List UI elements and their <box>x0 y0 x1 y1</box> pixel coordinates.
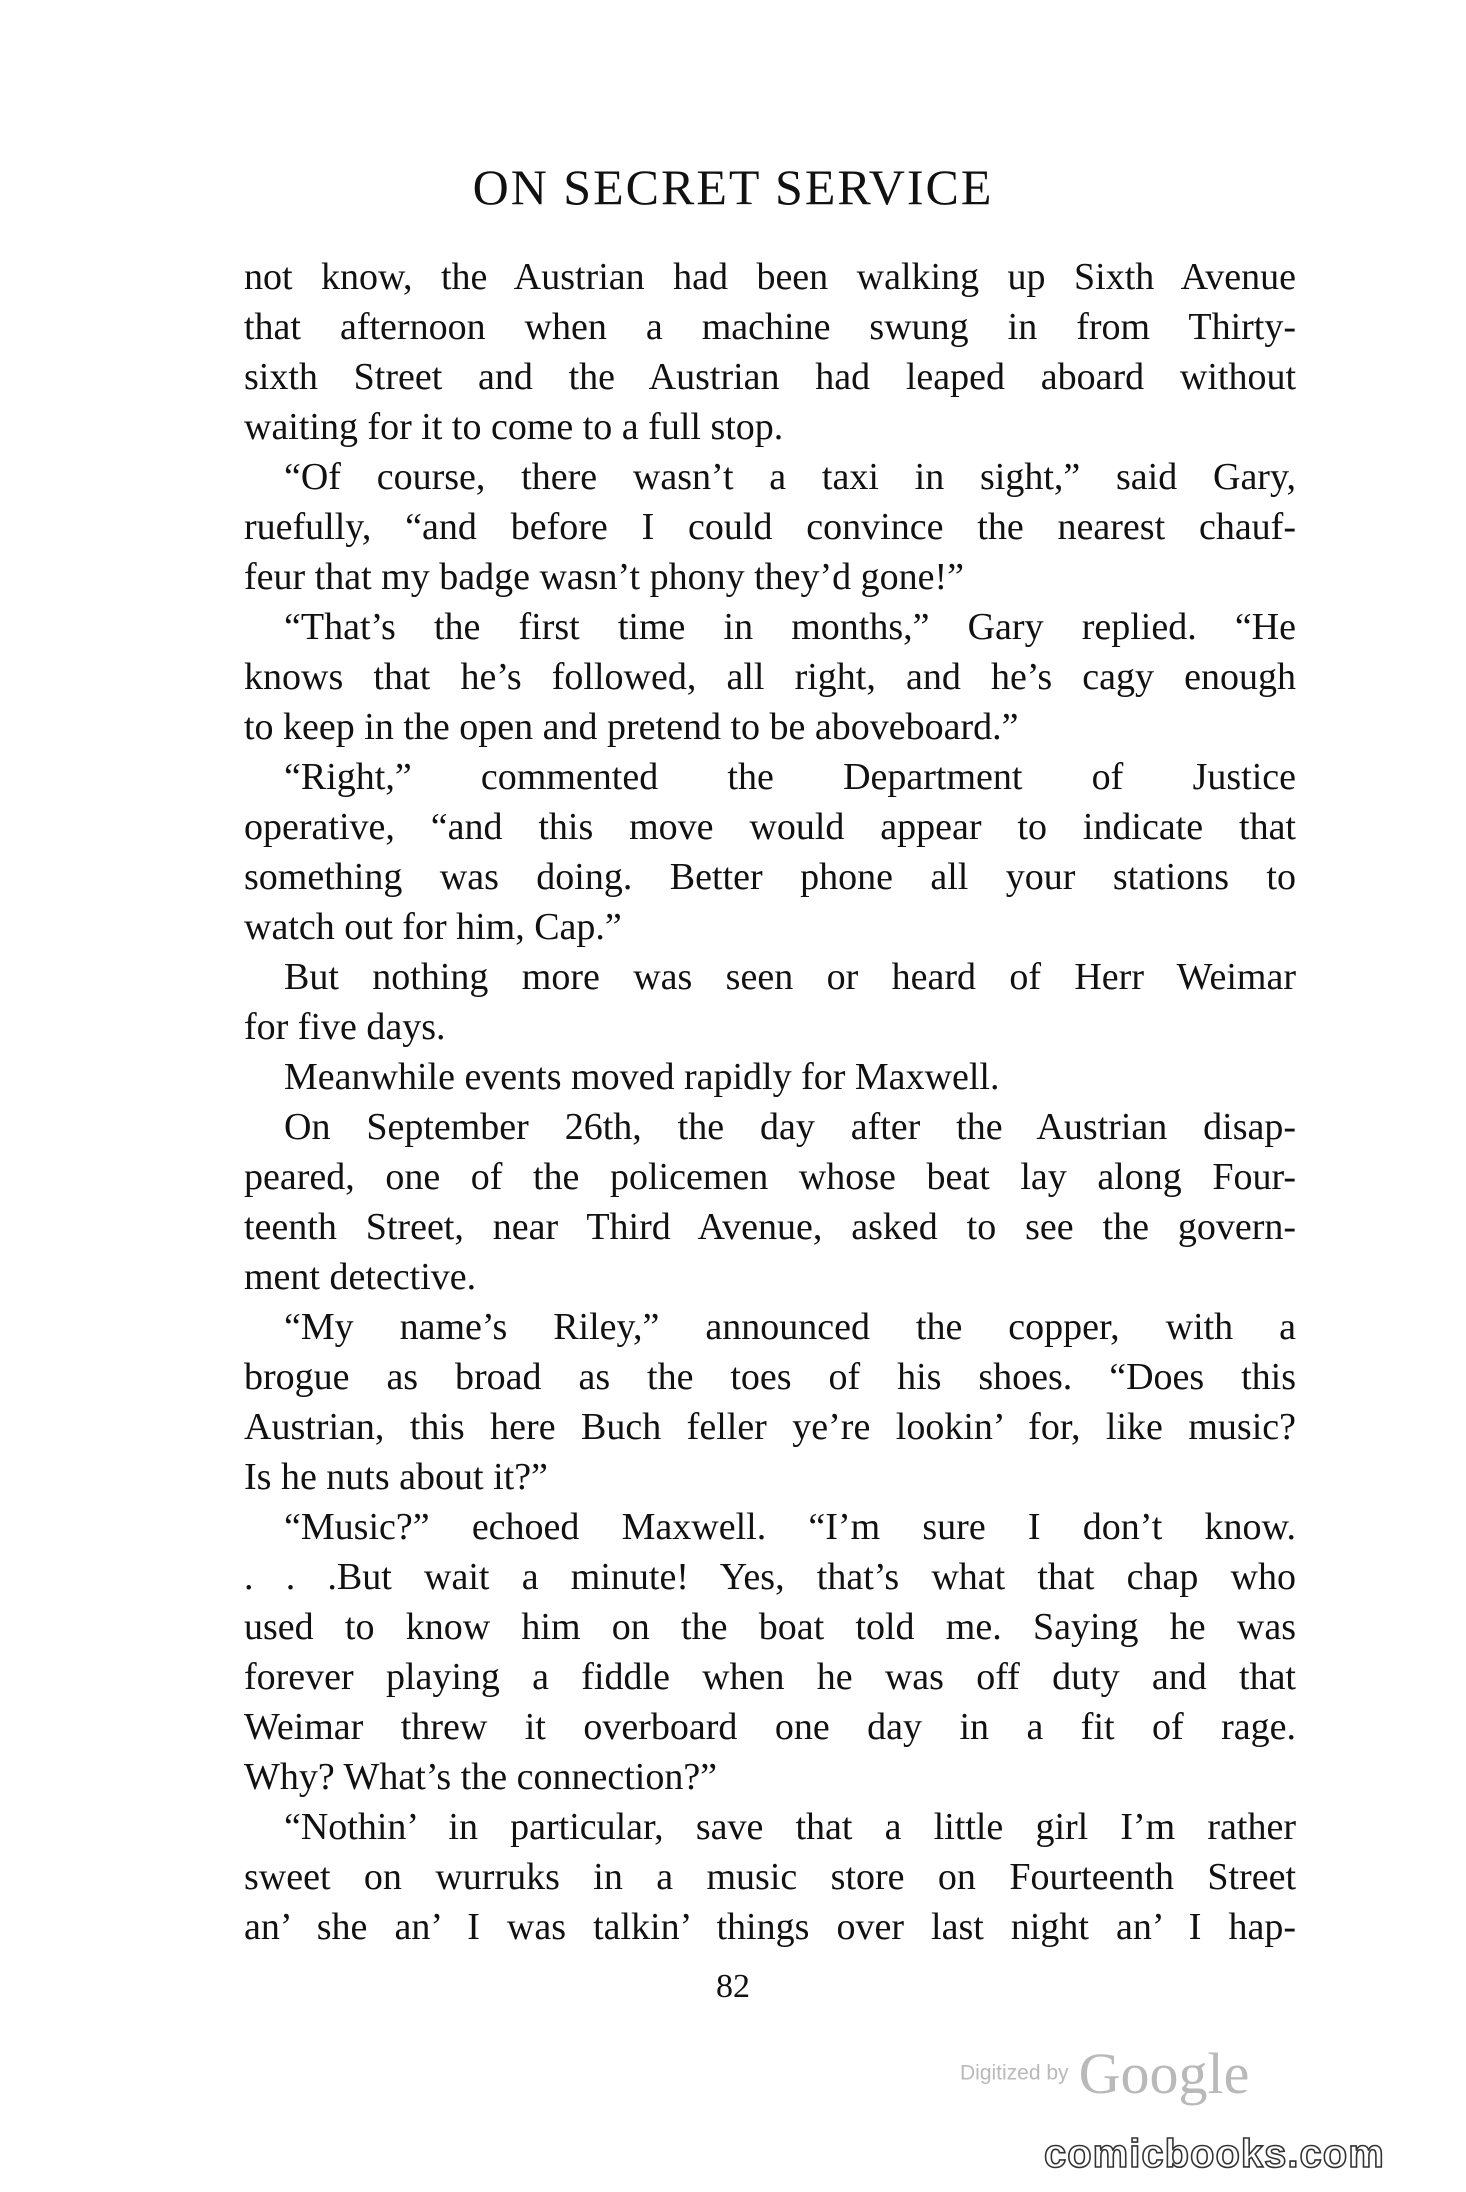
text-line: that afternoon when a machine swung in from Thirty- <box>244 306 1296 348</box>
text-line: not know, the Austrian had been walking up Sixth Avenue <box>244 256 1296 298</box>
text-line: Why? What’s the connection?” <box>244 1756 718 1798</box>
google-wordmark: Google <box>1078 2041 1250 2106</box>
text-line: teenth Street, near Third Avenue, asked to see the govern- <box>244 1206 1296 1248</box>
text-line: ment detective. <box>244 1256 477 1298</box>
digitized-by-label: Digitized by <box>960 2061 1069 2085</box>
text-line: waiting for it to come to a full stop. <box>244 406 784 448</box>
text-line: used to know him on the boat told me. Saying he was <box>244 1606 1296 1648</box>
text-line: But nothing more was seen or heard of Herr Weimar <box>284 956 1296 998</box>
text-line: “Nothin’ in particular, save that a little girl I’m rather <box>284 1806 1296 1848</box>
text-line: Meanwhile events moved rapidly for Maxwell. <box>284 1056 1000 1098</box>
running-title: ON SECRET SERVICE <box>472 159 994 215</box>
text-line: “Music?” echoed Maxwell. “I’m sure I don’t know. <box>284 1506 1296 1548</box>
text-line: for five days. <box>244 1006 446 1048</box>
text-line: sixth Street and the Austrian had leaped aboard without <box>244 356 1296 398</box>
text-line: Is he nuts about it?” <box>244 1456 548 1498</box>
text-line: On September 26th, the day after the Austrian disap- <box>284 1106 1296 1148</box>
text-line: something was doing. Better phone all your stations to <box>244 856 1296 898</box>
text-line: “Of course, there wasn’t a taxi in sight,” said Gary, <box>284 456 1296 498</box>
text-line: knows that he’s followed, all right, and he’s cagy enough <box>244 656 1296 698</box>
text-line: ruefully, “and before I could convince the nearest chauf- <box>244 506 1296 548</box>
text-line: watch out for him, Cap.” <box>244 906 622 948</box>
text-line: feur that my badge wasn’t phony they’d gone!” <box>244 556 965 598</box>
text-line: . . .But wait a minute! Yes, that’s what that chap who <box>244 1556 1296 1598</box>
text-line: Weimar threw it overboard one day in a fit of rage. <box>244 1706 1296 1748</box>
text-line: operative, “and this move would appear to indicate that <box>244 806 1296 848</box>
digitized-by-google-watermark <box>960 2040 1249 2107</box>
text-line: peared, one of the policemen whose beat lay along Four- <box>244 1156 1296 1198</box>
site-watermark: comicbooks.com <box>1044 2132 1385 2176</box>
text-line: sweet on wurruks in a music store on Fourteenth Street <box>244 1856 1296 1898</box>
text-line: forever playing a fiddle when he was off duty and that <box>244 1656 1296 1698</box>
page-number: 82 <box>716 1968 750 2005</box>
body-text <box>244 252 1296 1952</box>
text-line: to keep in the open and pretend to be aboveboard.” <box>244 706 1019 748</box>
text-line: Austrian, this here Buch feller ye’re lookin’ for, like music? <box>244 1406 1296 1448</box>
text-line: an’ she an’ I was talkin’ things over last night an’ I hap- <box>244 1906 1296 1948</box>
text-line: “Right,” commented the Department of Justice <box>284 756 1296 798</box>
text-line: “That’s the first time in months,” Gary replied. “He <box>284 606 1296 648</box>
text-line: brogue as broad as the toes of his shoes. “Does this <box>244 1356 1296 1398</box>
text-line: “My name’s Riley,” announced the copper, with a <box>284 1306 1296 1348</box>
